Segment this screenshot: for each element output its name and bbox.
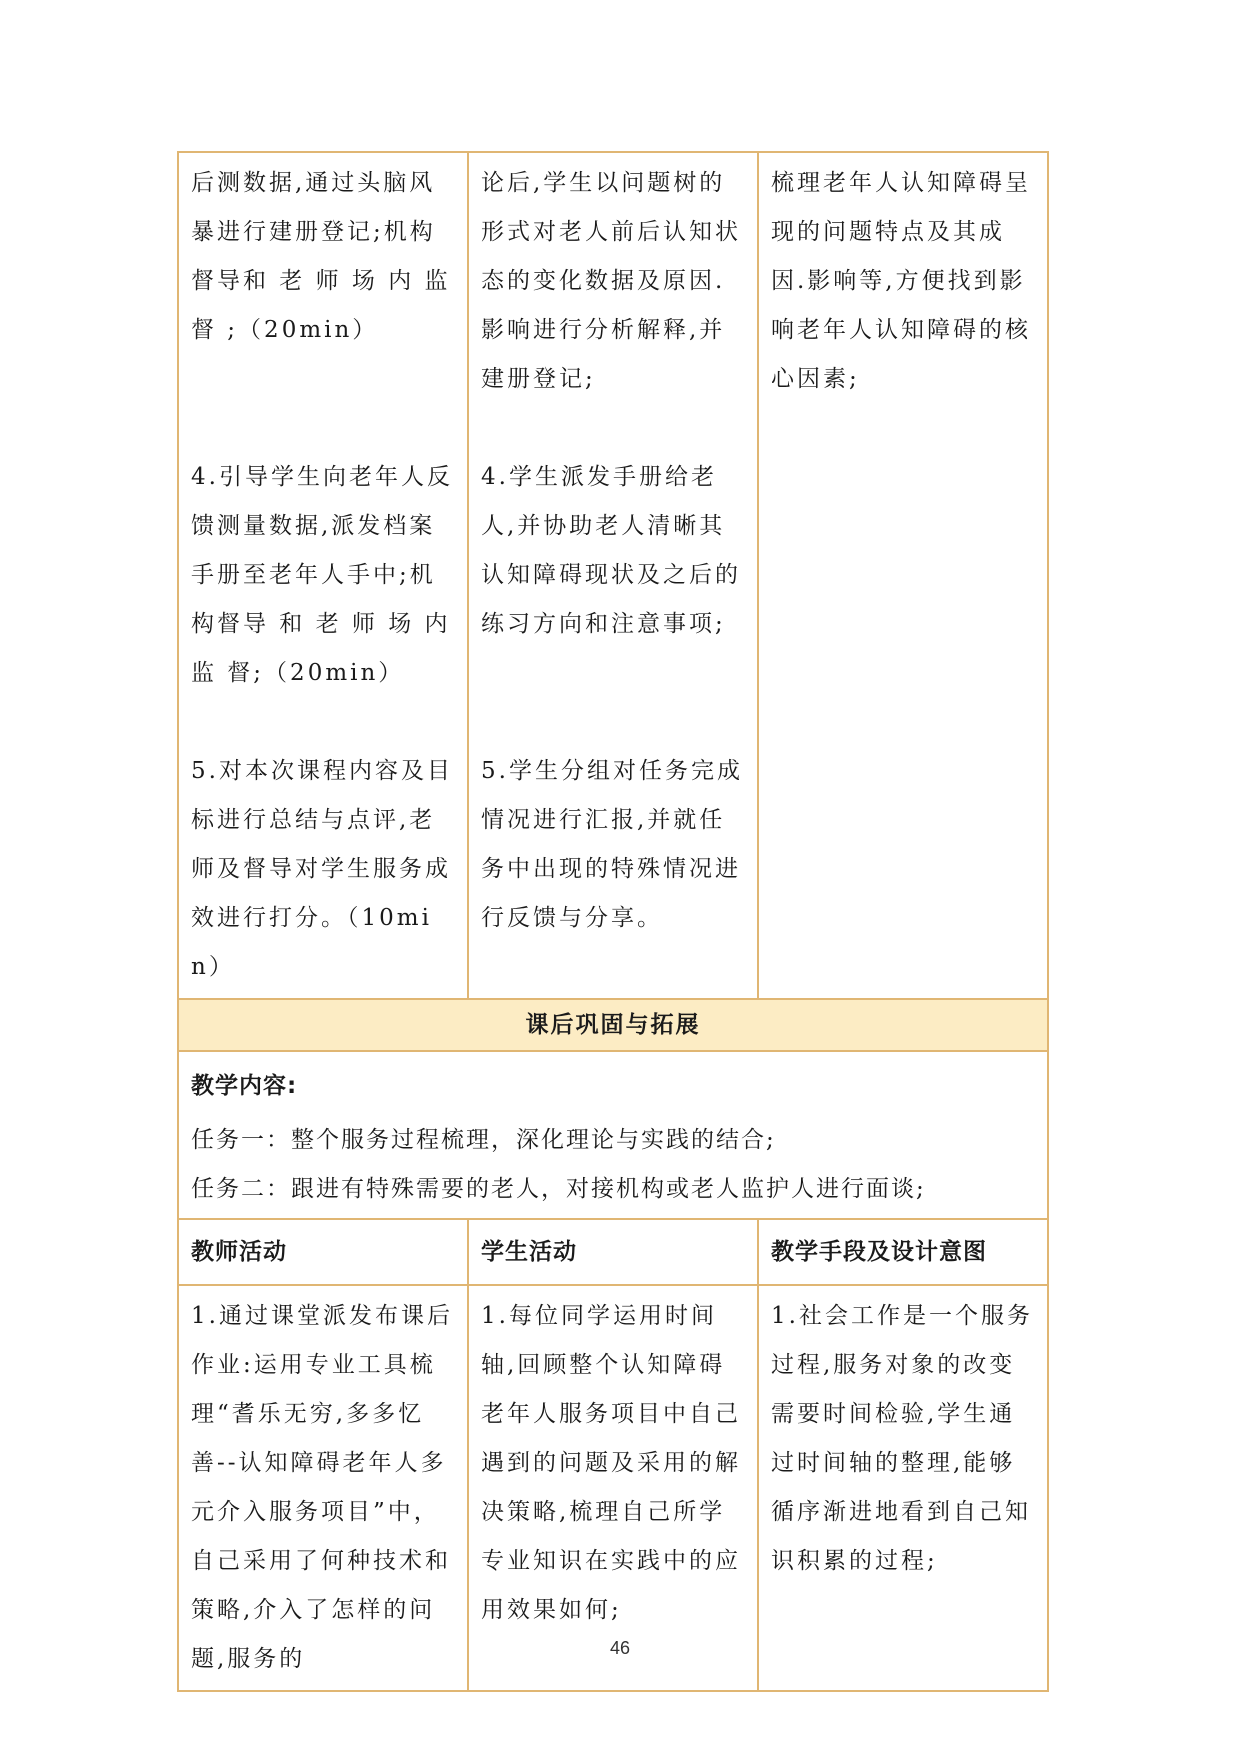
teaching-content-row: [178, 1051, 1048, 1219]
activity-row-continued: [178, 152, 1048, 999]
section-title: 课后巩固与拓展: [178, 999, 1048, 1051]
teacher-activity-cell: [178, 152, 468, 999]
header-teacher-activity: 教师活动: [178, 1219, 468, 1285]
column-header-row: [178, 1219, 1048, 1285]
design-intent-1: 1.社会工作是一个服务过程,服务对象的改变需要时间检验,学生通过时间轴的整理,能够循序渐进地看到自己知识积累的过程;: [758, 1285, 1048, 1691]
header-design-intent: 教学手段及设计意图: [758, 1219, 1048, 1285]
task-two: 任务二：跟进有特殊需要的老人，对接机构或老人监护人进行面谈;: [191, 1176, 926, 1202]
student-activity-cell: [468, 152, 758, 999]
page-number: 46: [609, 1638, 631, 1658]
student-activity-1: 1.每位同学运用时间轴,回顾整个认知障碍老年人服务项目中自己遇到的问题及采用的解决策略,梳理自己所学专业知识在实践中的应用效果如何;: [468, 1285, 758, 1691]
student-activity-3-tail: 论后,学生以问题树的形式对老人前后认知状态的变化数据及原因.影响进行分析解释,并建册登记;: [481, 170, 741, 392]
teaching-content-title: 教学内容:: [191, 1073, 298, 1099]
teacher-activity-4: 4.引导学生向老年人反馈测量数据,派发档案手册至老年人手中;机构督导 和 老 师 场 内 监 督;（20min）: [191, 464, 453, 686]
student-activity-5: 5.学生分组对任务完成情况进行汇报,并就任务中出现的特殊情况进行反馈与分享。: [481, 758, 743, 931]
task-one: 任务一：整个服务过程梳理，深化理论与实践的结合;: [191, 1127, 776, 1153]
teacher-activity-3-tail: 后测数据,通过头脑风暴进行建册登记;机构督导和 老 师 场 内 监 督 ;（20min）: [191, 170, 451, 343]
teaching-content-cell: [178, 1051, 1048, 1219]
student-activity-4: 4.学生派发手册给老人,并协助老人清晰其认知障碍现状及之后的练习方向和注意事项;: [481, 464, 741, 637]
design-intent-3-tail: 梳理老年人认知障碍呈现的问题特点及其成因.影响等,方便找到影响老年人认知障碍的核心因素;: [771, 170, 1031, 392]
design-intent-cell: [758, 152, 1048, 999]
header-student-activity: 学生活动: [468, 1219, 758, 1285]
teacher-activity-5: 5.对本次课程内容及目标进行总结与点评,老师及督导对学生服务成效进行打分。（10min）: [191, 758, 453, 980]
teacher-activity-1: 1.通过课堂派发布课后作业:运用专业工具梳理“耆乐无穷,多多忆善--认知障碍老年人多元介入服务项目”中，自己采用了何种技术和策略,介入了怎样的问题,服务的: [178, 1285, 468, 1691]
lesson-plan-table: [177, 151, 1049, 1692]
section-header-row: [178, 999, 1048, 1051]
activity-row-1: [178, 1285, 1048, 1691]
